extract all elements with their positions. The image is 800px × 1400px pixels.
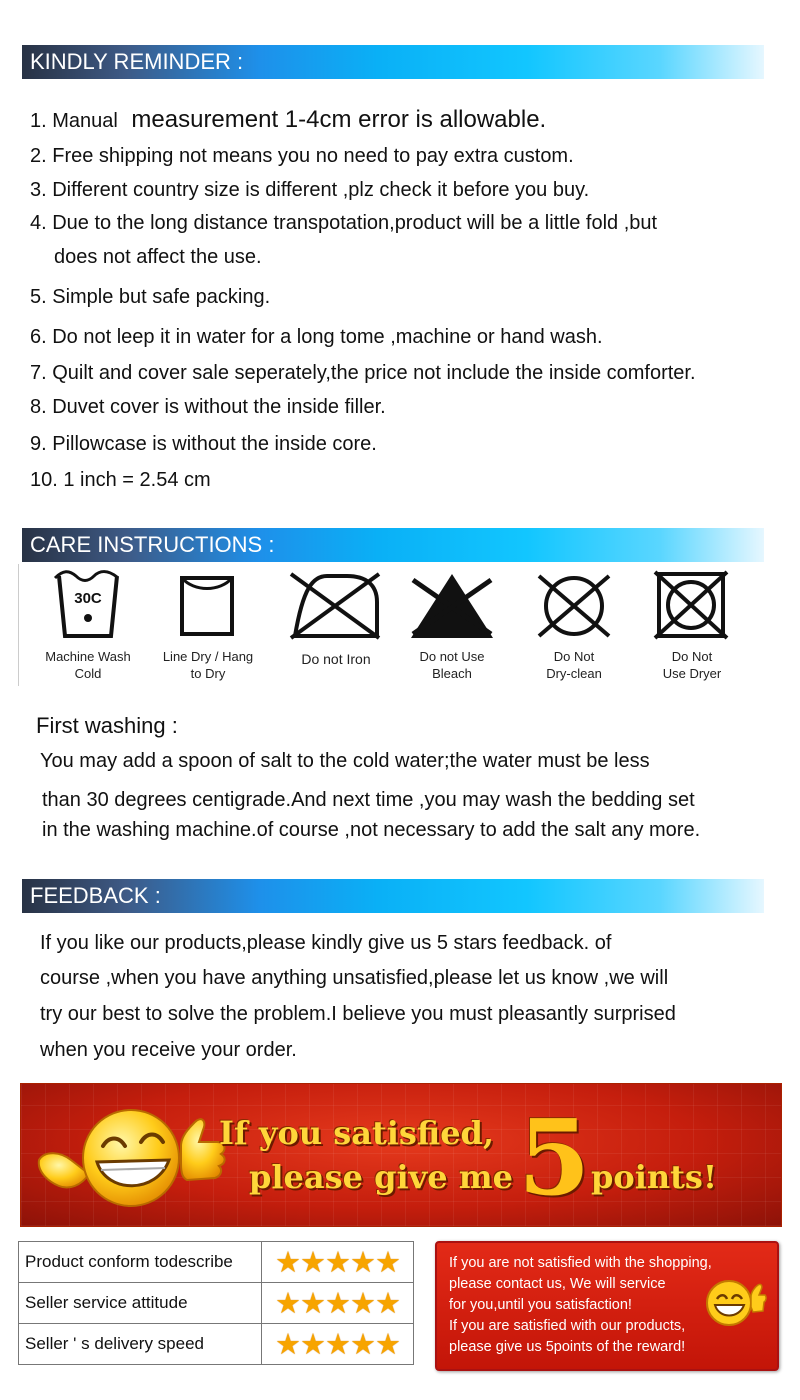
- star-icon: ★: [275, 1287, 300, 1320]
- care-caption-5: [515, 648, 633, 682]
- caption-line: Do Not: [553, 649, 595, 664]
- reminder-item-1-prefix: 1. Manual: [30, 110, 118, 132]
- care-caption-6: [633, 648, 751, 682]
- first-washing-line-2: than 30 degrees centigrade.And next time ,you may wash the bedding set: [42, 789, 695, 811]
- star-icon: ★: [325, 1328, 350, 1361]
- caption-line: Do not Use: [419, 649, 485, 664]
- notice-line-1: If you are not satisfied with the shopping,: [449, 1255, 712, 1271]
- star-icon: ★: [375, 1246, 400, 1279]
- feedback-header: FEEDBACK :: [22, 879, 764, 913]
- satisfaction-notice-box: [435, 1241, 779, 1371]
- caption-line: Do not Iron: [301, 651, 371, 667]
- rating-row: [19, 1324, 414, 1365]
- caption-line: Machine Wash: [45, 649, 131, 664]
- reminder-item-6: 6. Do not leep it in water for a long tome ,machine or hand wash.: [30, 326, 603, 348]
- notice-line-4: If you are satisfied with our products,: [449, 1318, 686, 1334]
- machine-wash-cold-icon: [29, 566, 147, 642]
- smiley-icon: [699, 1277, 767, 1329]
- rating-row: [19, 1283, 414, 1324]
- star-icon: ★: [350, 1246, 375, 1279]
- reminder-item-2: 2. Free shipping not means you no need to pay extra custom.: [30, 145, 574, 167]
- kindly-reminder-header: KINDLY REMINDER :: [22, 45, 764, 79]
- star-icon: ★: [275, 1246, 300, 1279]
- care-item-do-not-tumble-dry: [633, 564, 751, 686]
- care-icons-panel: [18, 564, 765, 686]
- do-not-bleach-icon: [393, 566, 511, 642]
- reminder-item-5: 5. Simple but safe packing.: [30, 286, 271, 308]
- banner-number-five: 5: [518, 1096, 591, 1219]
- caption-line: to Dry: [190, 666, 226, 681]
- reminder-item-10: 10. 1 inch = 2.54 cm: [30, 469, 211, 491]
- five-points-banner: [20, 1083, 782, 1227]
- caption-line: Cold: [74, 666, 102, 681]
- do-not-tumble-dry-icon: [633, 566, 751, 642]
- caption-line: Line Dry / Hang: [162, 649, 254, 664]
- smiley-thumbs-up-icon: [31, 1102, 231, 1212]
- caption-line: Do Not: [671, 649, 713, 664]
- banner-line-3: points!: [591, 1158, 717, 1196]
- do-not-dry-clean-icon: [515, 566, 633, 642]
- notice-line-5: please give us 5points of the reward!: [449, 1339, 686, 1355]
- reminder-item-9: 9. Pillowcase is without the inside core.: [30, 433, 377, 455]
- care-caption-2: [149, 648, 267, 682]
- first-washing-title: First washing :: [36, 713, 178, 738]
- care-caption-3: [277, 651, 395, 668]
- first-washing-line-1: You may add a spoon of salt to the cold water;the water must be less: [40, 750, 650, 772]
- care-item-line-dry: [149, 564, 267, 686]
- banner-line-1: If you satisfied,: [219, 1114, 495, 1152]
- star-icon: ★: [375, 1287, 400, 1320]
- star-icon: ★: [300, 1287, 325, 1320]
- rating-row: [19, 1242, 414, 1283]
- care-item-do-not-bleach: [393, 564, 511, 686]
- reminder-item-4-cont: does not affect the use.: [54, 246, 262, 268]
- care-item-do-not-iron: [277, 564, 395, 686]
- reminder-item-7: 7. Quilt and cover sale seperately,the price not include the inside comforter.: [30, 362, 696, 384]
- rating-stars: [262, 1324, 414, 1365]
- reminder-item-8: 8. Duvet cover is without the inside filler.: [30, 396, 386, 418]
- star-icon: ★: [300, 1246, 325, 1279]
- rating-stars: [262, 1242, 414, 1283]
- feedback-line-1: If you like our products,please kindly give us 5 stars feedback. of: [40, 932, 612, 954]
- rating-label: Seller ' s delivery speed: [19, 1324, 262, 1365]
- star-icon: ★: [275, 1328, 300, 1361]
- reminder-item-3: 3. Different country size is different ,plz check it before you buy.: [30, 179, 590, 201]
- feedback-line-4: when you receive your order.: [40, 1039, 297, 1061]
- star-icon: ★: [375, 1328, 400, 1361]
- care-item-do-not-dry-clean: [515, 564, 633, 686]
- care-instructions-header: CARE INSTRUCTIONS :: [22, 528, 764, 562]
- notice-line-3: for you,until you satisfaction!: [449, 1297, 632, 1313]
- star-icon: ★: [325, 1246, 350, 1279]
- reminder-item-1-text: measurement 1-4cm error is allowable.: [131, 106, 547, 133]
- banner-line-2: please give me: [249, 1158, 513, 1196]
- line-dry-icon: [149, 566, 267, 642]
- star-icon: ★: [350, 1287, 375, 1320]
- notice-line-2: please contact us, We will service: [449, 1276, 666, 1292]
- first-washing-line-3: in the washing machine.of course ,not necessary to add the salt any more.: [42, 819, 701, 841]
- reminder-item-4: 4. Due to the long distance transpotation,product will be a little fold ,but: [30, 212, 658, 234]
- feedback-line-2: course ,when you have anything unsatisfied,please let us know ,we will: [40, 967, 669, 989]
- star-icon: ★: [325, 1287, 350, 1320]
- star-icon: ★: [300, 1328, 325, 1361]
- care-item-machine-wash: [29, 564, 147, 686]
- rating-label: Seller service attitude: [19, 1283, 262, 1324]
- rating-label: Product conform todescribe: [19, 1242, 262, 1283]
- caption-line: Use Dryer: [662, 666, 722, 681]
- star-icon: ★: [350, 1328, 375, 1361]
- feedback-line-3: try our best to solve the problem.I believe you must pleasantly surprised: [40, 1003, 676, 1025]
- care-caption-1: [29, 648, 147, 682]
- ratings-table: [18, 1241, 414, 1365]
- caption-line: Bleach: [432, 666, 472, 681]
- wash-temperature-label: 30C: [74, 590, 102, 607]
- reminder-item-1: [30, 106, 546, 134]
- care-caption-4: [393, 648, 511, 682]
- caption-line: Dry-clean: [546, 666, 602, 681]
- rating-stars: [262, 1283, 414, 1324]
- do-not-iron-icon: [277, 566, 395, 642]
